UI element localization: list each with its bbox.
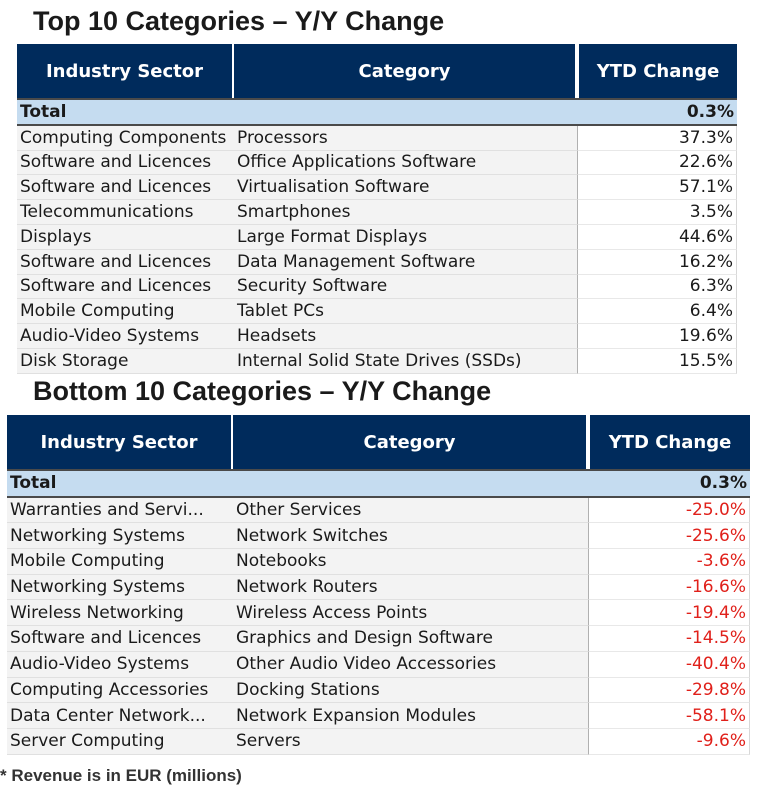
category-cell: Smartphones: [234, 200, 577, 225]
category-cell: Tablet PCs: [234, 299, 577, 324]
ytd-change-cell: -40.4%: [588, 652, 750, 678]
column-header-industry-sector[interactable]: Industry Sector: [17, 44, 234, 98]
top-categories-table: [17, 44, 737, 374]
category-cell: Virtualisation Software: [234, 175, 577, 200]
table-row: [7, 600, 750, 626]
top-table-title: Top 10 Categories – Y/Y Change: [33, 6, 445, 36]
ytd-change-cell: 22.6%: [577, 151, 737, 176]
ytd-change-cell: -16.6%: [588, 575, 750, 601]
sector-cell: Software and Licences: [17, 275, 234, 300]
sector-cell: Telecommunications: [17, 200, 234, 225]
sector-cell: Software and Licences: [17, 151, 234, 176]
table-row: [17, 175, 737, 200]
ytd-change-cell: -14.5%: [588, 626, 750, 652]
table-row: [7, 678, 750, 704]
table-row: [7, 523, 750, 549]
category-cell: Network Switches: [233, 523, 588, 549]
ytd-change-cell: 16.2%: [577, 250, 737, 275]
column-header-industry-sector[interactable]: Industry Sector: [7, 415, 233, 469]
ytd-change-cell: -9.6%: [588, 729, 750, 755]
sector-cell: Networking Systems: [7, 575, 233, 601]
table-row: [17, 349, 737, 374]
column-header-ytd-change[interactable]: YTD Change: [588, 415, 750, 469]
category-cell: Security Software: [234, 275, 577, 300]
column-header-category[interactable]: Category: [234, 44, 577, 98]
sector-cell: Software and Licences: [17, 250, 234, 275]
bottom-table-title: Bottom 10 Categories – Y/Y Change: [33, 376, 492, 406]
category-cell: Docking Stations: [233, 678, 588, 704]
sector-cell: Audio-Video Systems: [17, 324, 234, 349]
sector-cell: Displays: [17, 225, 234, 250]
table-row: [7, 498, 750, 524]
category-cell: Graphics and Design Software: [233, 626, 588, 652]
ytd-change-cell: 57.1%: [577, 175, 737, 200]
table-row: [7, 652, 750, 678]
category-cell: Processors: [234, 126, 577, 151]
sector-cell: Computing Components: [17, 126, 234, 151]
column-header-ytd-change[interactable]: YTD Change: [577, 44, 737, 98]
ytd-change-cell: -19.4%: [588, 600, 750, 626]
category-cell: Network Routers: [233, 575, 588, 601]
category-cell: Large Format Displays: [234, 225, 577, 250]
sector-cell: Computing Accessories: [7, 678, 233, 704]
sector-cell: Networking Systems: [7, 523, 233, 549]
table-row: [17, 275, 737, 300]
total-value: 0.3%: [577, 98, 737, 126]
category-cell: Data Management Software: [234, 250, 577, 275]
ytd-change-cell: 19.6%: [577, 324, 737, 349]
ytd-change-cell: -3.6%: [588, 549, 750, 575]
table-row: [7, 575, 750, 601]
table-row: [7, 703, 750, 729]
category-cell: Servers: [233, 729, 588, 755]
sector-cell: Disk Storage: [17, 349, 234, 374]
table-row: [7, 626, 750, 652]
ytd-change-cell: 15.5%: [577, 349, 737, 374]
table-row: [17, 225, 737, 250]
sector-cell: Mobile Computing: [7, 549, 233, 575]
table-row: [17, 299, 737, 324]
ytd-change-cell: -29.8%: [588, 678, 750, 704]
header-row: [17, 44, 737, 98]
category-cell: Headsets: [234, 324, 577, 349]
category-cell: Internal Solid State Drives (SSDs): [234, 349, 577, 374]
ytd-change-cell: 6.4%: [577, 299, 737, 324]
sector-cell: Mobile Computing: [17, 299, 234, 324]
category-cell: Other Audio Video Accessories: [233, 652, 588, 678]
category-cell: Network Expansion Modules: [233, 703, 588, 729]
ytd-change-cell: 6.3%: [577, 275, 737, 300]
ytd-change-cell: 44.6%: [577, 225, 737, 250]
table-row: [7, 549, 750, 575]
category-cell: Notebooks: [233, 549, 588, 575]
sector-cell: Server Computing: [7, 729, 233, 755]
sector-cell: Software and Licences: [7, 626, 233, 652]
column-header-category[interactable]: Category: [233, 415, 588, 469]
header-row: [7, 415, 750, 469]
table-row: [17, 200, 737, 225]
table-row: [17, 250, 737, 275]
total-row: [7, 469, 750, 498]
ytd-change-cell: 3.5%: [577, 200, 737, 225]
sector-cell: Audio-Video Systems: [7, 652, 233, 678]
table-row: [7, 729, 750, 755]
sector-cell: Wireless Networking: [7, 600, 233, 626]
ytd-change-cell: -58.1%: [588, 703, 750, 729]
total-value: 0.3%: [588, 469, 750, 498]
total-label: Total: [7, 469, 588, 498]
category-cell: Other Services: [233, 498, 588, 524]
ytd-change-cell: -25.6%: [588, 523, 750, 549]
sector-cell: Data Center Network...: [7, 703, 233, 729]
total-row: [17, 98, 737, 126]
category-cell: Office Applications Software: [234, 151, 577, 176]
category-cell: Wireless Access Points: [233, 600, 588, 626]
table-row: [17, 151, 737, 176]
ytd-change-cell: -25.0%: [588, 498, 750, 524]
table-row: [17, 324, 737, 349]
bottom-categories-table: [7, 415, 750, 755]
footnote: * Revenue is in EUR (millions): [0, 766, 242, 785]
total-label: Total: [17, 98, 577, 126]
sector-cell: Warranties and Servi...: [7, 498, 233, 524]
ytd-change-cell: 37.3%: [577, 126, 737, 151]
table-row: [17, 126, 737, 151]
sector-cell: Software and Licences: [17, 175, 234, 200]
